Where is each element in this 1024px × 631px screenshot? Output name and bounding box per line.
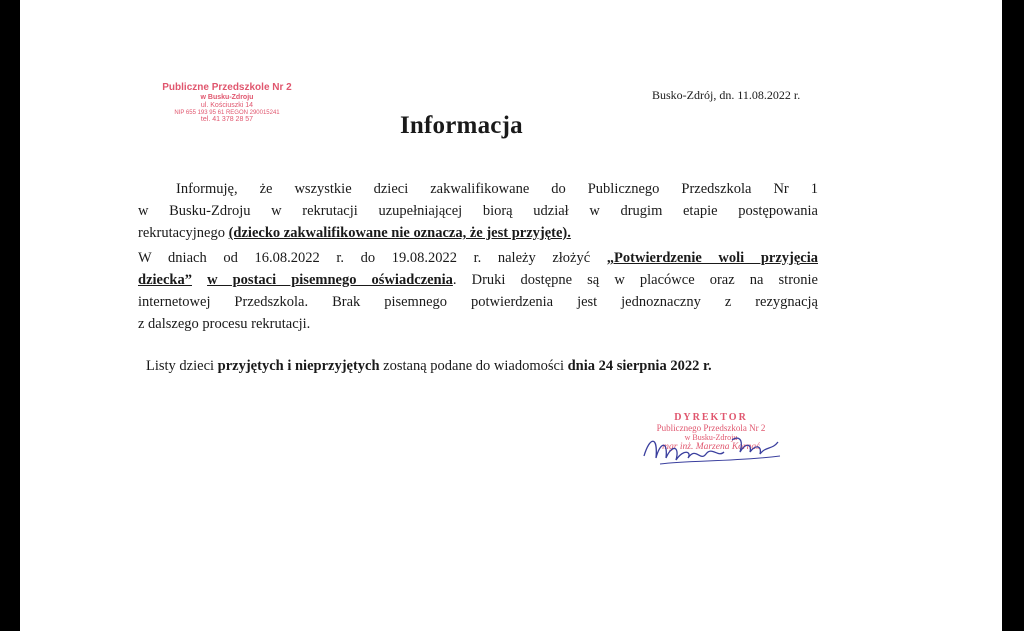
stamp-city: w Busku-Zdroju	[200, 93, 254, 101]
right-black-border	[1002, 0, 1024, 631]
director-name: mgr inż. Marzena Kornaś	[662, 442, 760, 452]
document-date: Busko-Zdrój, dn. 11.08.2022 r.	[652, 88, 801, 102]
signature-stroke-1	[644, 441, 724, 460]
stamp-phone: tel. 41 378 28 57	[200, 116, 254, 124]
document-title: Informacja	[400, 112, 523, 139]
paragraph-1-line-3	[138, 222, 818, 244]
written-statement: w postaci pisemnego oświadczenia	[207, 272, 453, 288]
lists-date: dnia 24 sierpnia 2022 r.	[567, 358, 712, 374]
lists-text-2: zostaną podane do wiadomości	[379, 358, 568, 374]
school-stamp	[152, 82, 302, 125]
lists-text-1: Listy dzieci	[146, 358, 218, 374]
signature-stroke-2	[732, 438, 778, 454]
handwritten-signature	[640, 428, 790, 470]
paragraph-1-line-2: w Busku-Zdroju w rekrutacji uzupełniającej biorą udział w drugim etapie postępowania	[138, 203, 818, 219]
stamp-nip-regon: NIP 655 193 95 61 REGON 290015241	[174, 109, 280, 116]
paragraph-2-line-4: z dalszego procesu rekrutacji.	[138, 316, 311, 332]
forms-available-text: . Druki dostępne są w placówce oraz na stronie	[452, 272, 818, 288]
paragraph-2	[138, 247, 818, 335]
lists-accepted-rejected: przyjętych i nieprzyjętych	[217, 358, 380, 374]
paragraph-2-line-2	[138, 269, 818, 291]
paragraph-1-line-1: Informuję, że wszystkie dzieci zakwalifikowane do Publicznego Przedszkola Nr 1	[176, 181, 818, 197]
paragraph-2-line-3: internetowej Przedszkola. Brak pisemnego potwierdzenia jest jednoznaczny z rezygnacją	[138, 294, 818, 310]
lists-announcement	[146, 358, 712, 375]
stamp-name: Publiczne Przedszkole Nr 2	[162, 82, 292, 93]
paragraph-1	[138, 178, 818, 244]
deadline-text: W dniach od 16.08.2022 r. do 19.08.2022 r. należy złożyć	[138, 250, 607, 266]
director-org-2: w Busku-Zdroju	[684, 433, 738, 442]
confirmation-title-part2: dziecka”	[138, 272, 192, 288]
qualification-note: (dziecko zakwalifikowane nie oznacza, że jest przyjęte).	[228, 225, 571, 241]
stamp-street: ul. Kościuszki 14	[200, 101, 254, 109]
director-org-1: Publicznego Przedszkola Nr 2	[656, 423, 766, 433]
paragraph-1-line-3-text: rekrutacyjnego	[138, 225, 229, 241]
confirmation-title-part1: „Potwierdzenie woli przyjęcia	[606, 250, 818, 266]
paragraph-2-line-1	[138, 247, 818, 269]
left-black-border	[0, 0, 20, 631]
director-role: DYREKTOR	[674, 412, 748, 423]
